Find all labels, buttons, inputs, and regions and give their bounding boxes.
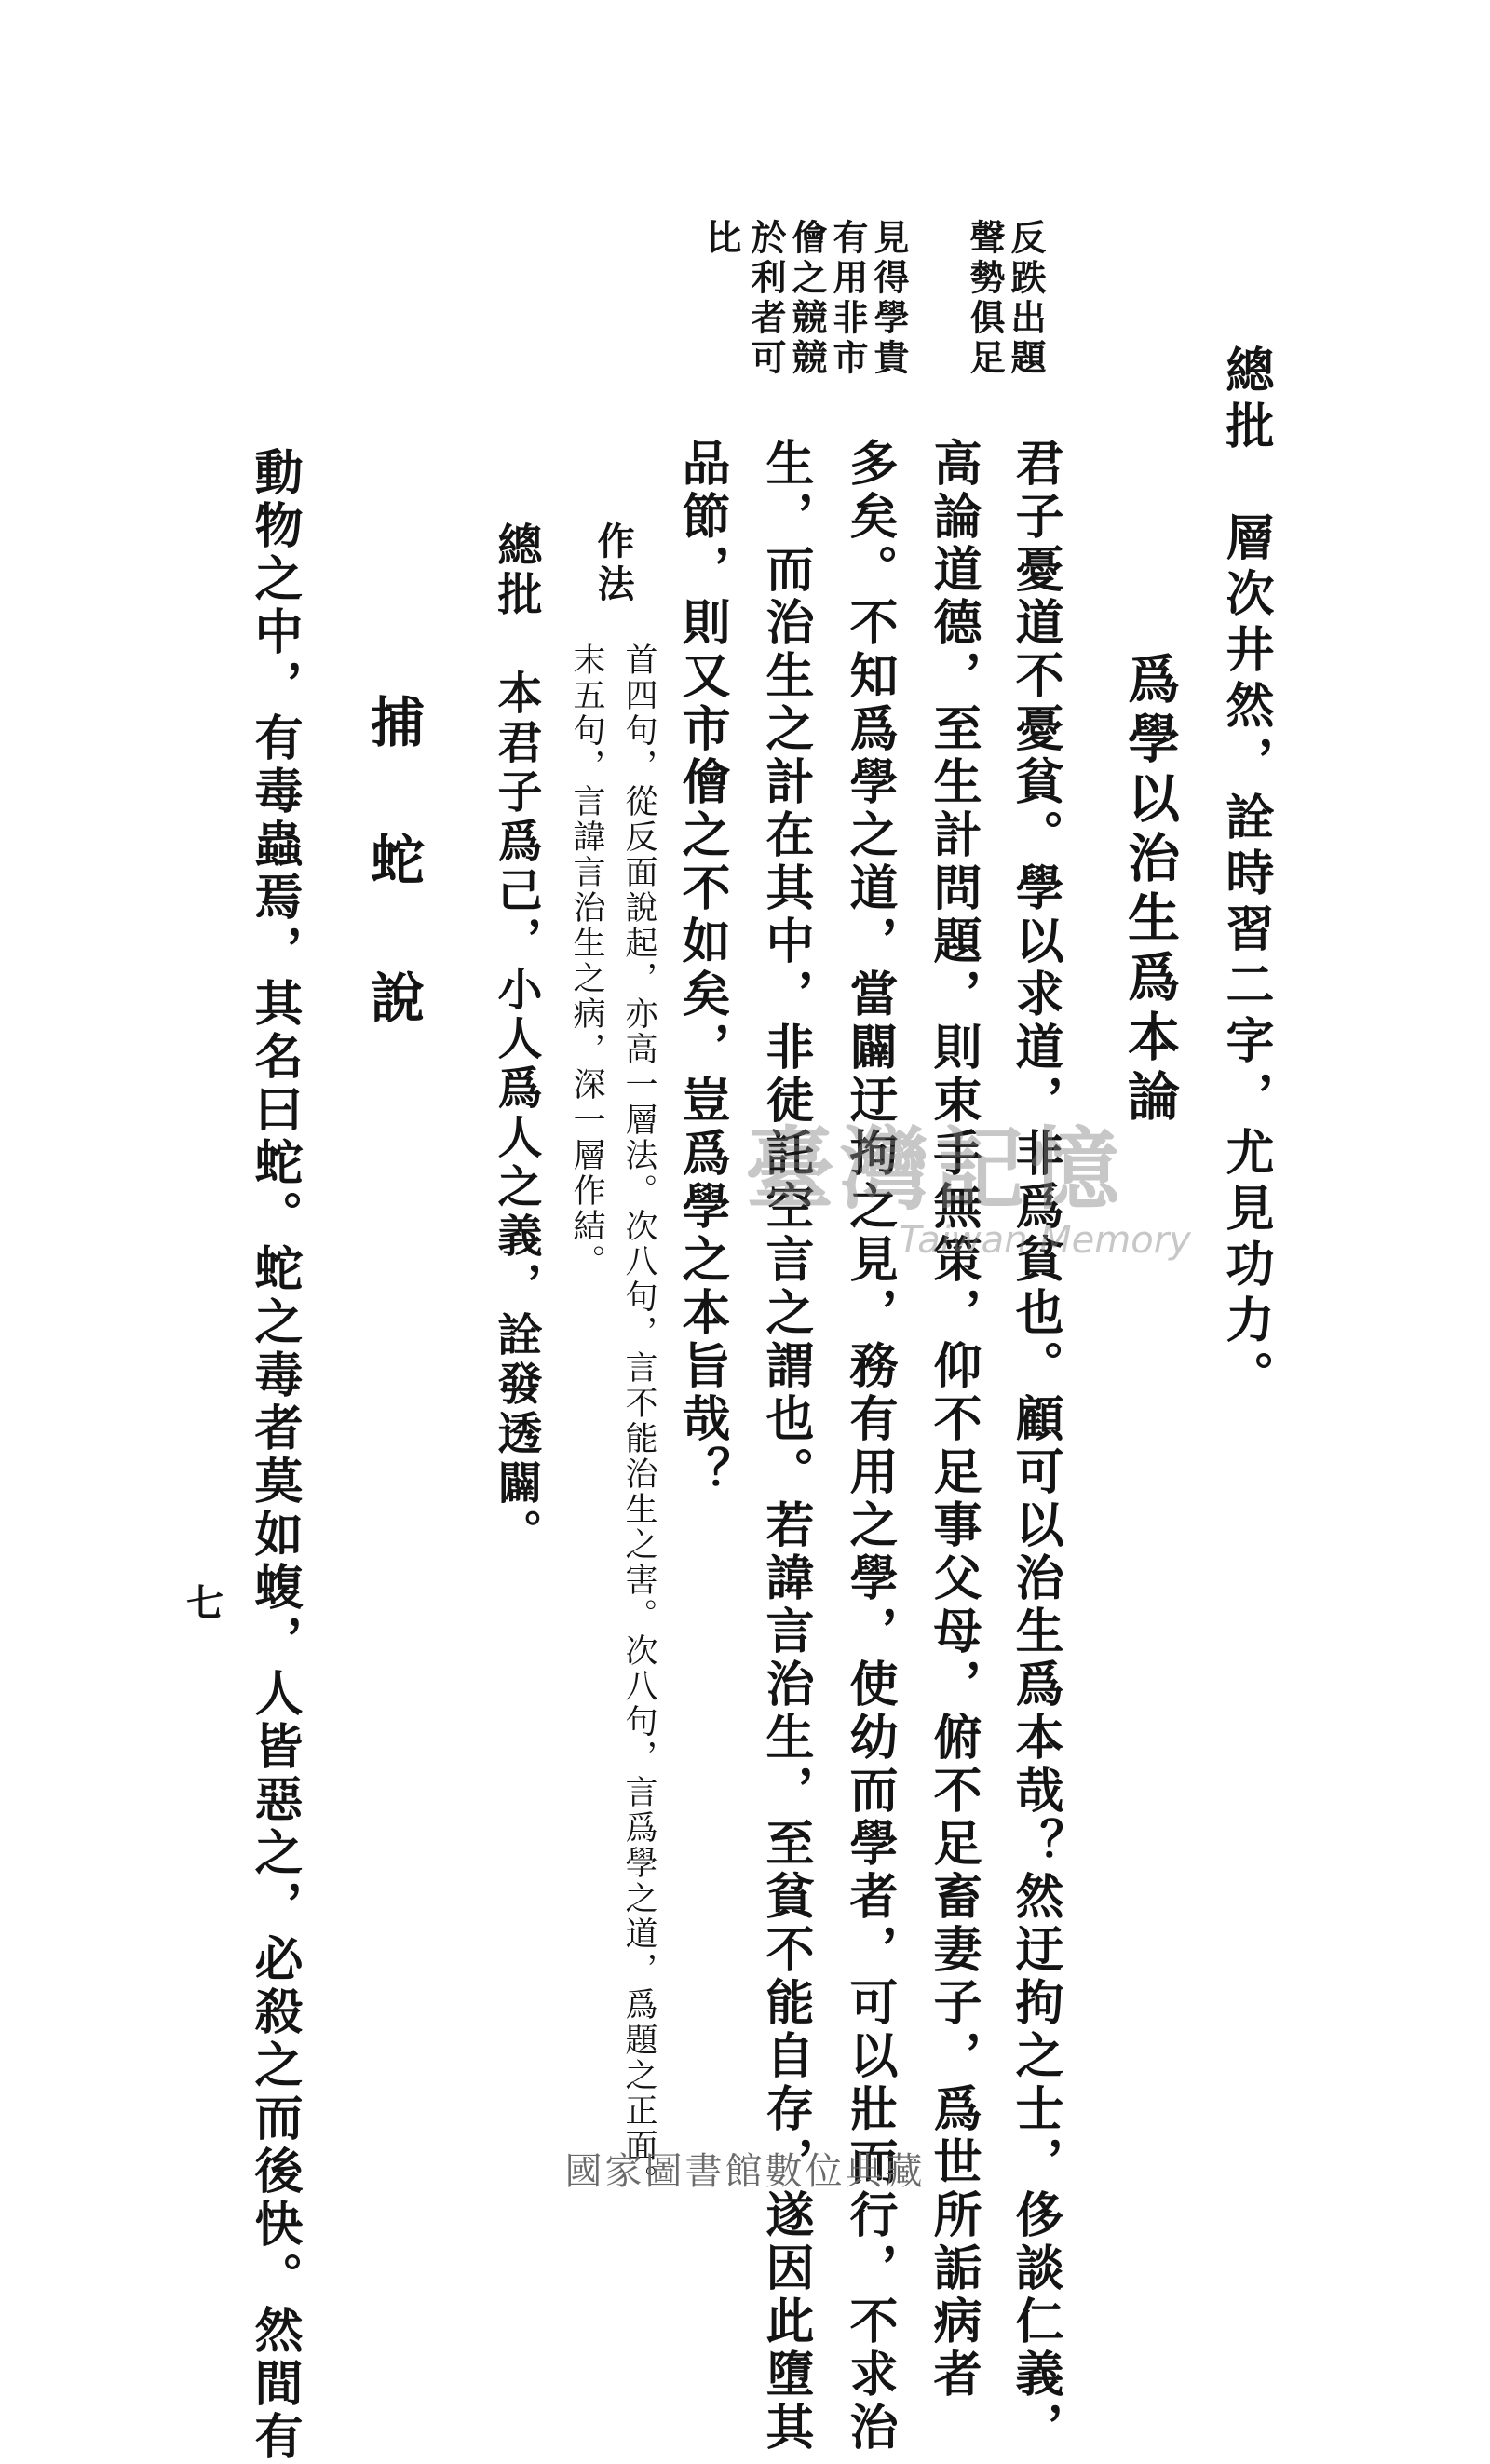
next-section-first-line: 動物之中，有毒蟲焉，其名曰蛇。蛇之毒者莫如蝮，人皆惡之，必殺之而後快。然間有 (246, 447, 303, 2464)
margin-note-1: 反跌出題 (1005, 219, 1047, 379)
essay-line-3: 多矣。不知爲學之道，當闢迂拘之見，務有用之學，使幼而學者，可以壯而行，不求治 (841, 438, 898, 2455)
zuofa-line-1: 首四句，從反面說起，亦高一層法。次八句，言不能治生之害。次八句，言爲學之道，爲題之正面。 (620, 643, 657, 2200)
page-number: 七 (186, 1581, 224, 1625)
margin-note-3: 見得學貴 (868, 219, 910, 379)
margin-note-6: 於利者可 (745, 219, 787, 379)
footer-collection-label: 國家圖書館數位典藏 (564, 2150, 926, 2193)
margin-note-2: 聲勢俱足 (964, 219, 1006, 379)
essay-line-2: 高論道德，至生計問題，則束手無策，仰不足事父母，俯不足畜妻子，爲世所詬病者 (925, 438, 982, 2402)
zuofa-line-2: 末五句，言諱言治生之病，深一層作結。 (568, 643, 605, 1279)
margin-note-4: 有用非市 (827, 219, 869, 379)
previous-summary-comment: 總批 層次井然，詮時習二字，尤見功力。 (1217, 345, 1274, 1406)
essay-line-1: 君子憂道不憂貧。學以求道，非爲貧也。顧可以治生爲本哉？然迂拘之士，侈談仁義， (1007, 438, 1063, 2455)
next-section-title: 捕蛇說 (361, 694, 425, 1107)
watermark-logo (745, 1099, 1191, 1262)
margin-note-5: 儈之競競 (786, 219, 828, 379)
zuofa-label: 作法 (591, 521, 635, 607)
essay-line-4: 生，而治生之計在其中，非徒託空言之謂也。若諱言治生，至貧不能自存，遂因此墮其 (757, 438, 814, 2455)
margin-note-7: 比 (700, 219, 742, 259)
essay-title: 爲學以治生爲本論 (1119, 652, 1181, 1129)
watermark-chinese: 臺灣記憶 (745, 1117, 1125, 1222)
essay-summary-comment: 總批 本君子爲己，小人爲人之義，詮發透闢。 (490, 521, 542, 1558)
essay-line-5: 品節，則又市儈之不如矣，豈爲學之本旨哉？ (673, 438, 730, 1499)
watermark-english: Taiwan Memory (899, 1219, 1191, 1262)
